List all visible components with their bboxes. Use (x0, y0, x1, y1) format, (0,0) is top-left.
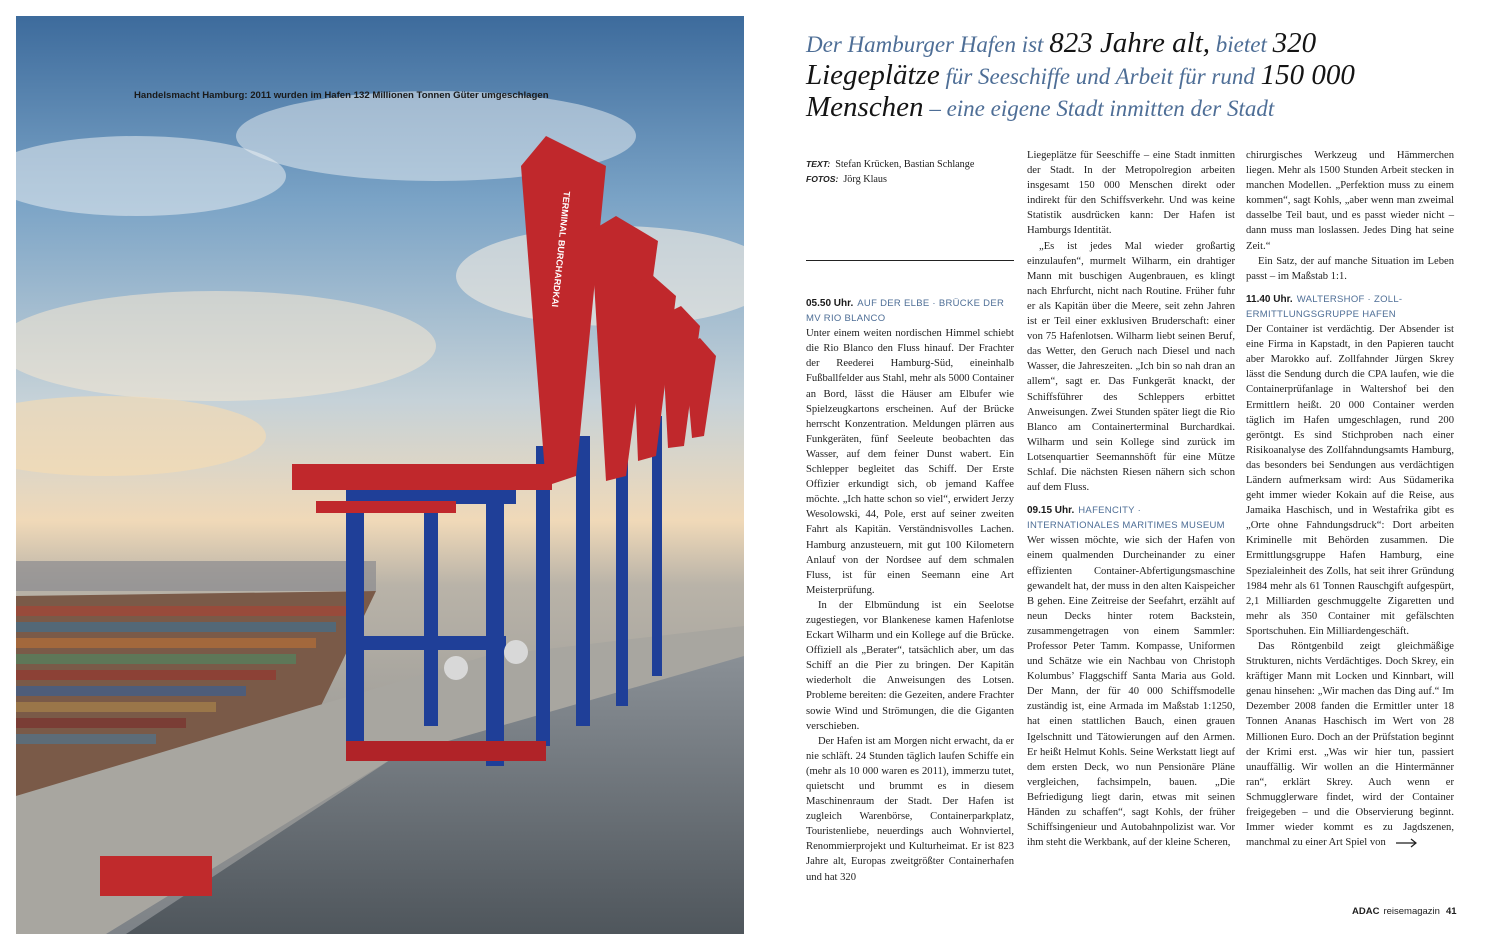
paragraph: Ein Satz, der auf manche Situation im Leben passt – im Maßstab 1:1. (1246, 255, 1454, 282)
section-location: AUF DER ELBE · BRÜCKE DER MV RIO BLANCO (806, 298, 1005, 325)
headline-part: Der Hamburger Hafen ist (806, 32, 1044, 57)
photo-caption: Handelsmacht Hamburg: 2011 wurden im Hafen 132 Millionen Tonnen Güter umgeschlagen (134, 90, 549, 101)
paragraph: chirurgisches Werkzeug und Hämmerchen liegen. Mehr als 1500 Stunden Arbeit stecken in manchen Modellen. „Perfektion muss zu einem kommen“, sagt Kohls, „aber wenn man zweimal dasselbe Teil baut, und es passt wieder nicht – dann muss man loslassen. Jedes Ding hat seine Zeit.“ (1246, 150, 1454, 252)
paragraph: „Es ist jedes Mal wieder großartig einzulaufen“, murmelt Wilharm, ein drahtiger Mann mit buschigen Augenbrauen, es klingt nach Ehrfurcht, nicht nach Routine. Früher fuhr er als Kapitän über die Meere, seit zehn Jahren ist er Teil einer exklusiven Bruderschaft: einer von 75 Hafenlotsen. Wilharm liebt seinen Beruf, das Wetter, den Geruch nach Diesel und nach Wasser, die Jahreszeiten. „Ich bin so nah dran an allem“, sagt er. Das Funkgerät knackt, der Schiffsführer des Schleppers erbittet Anweisungen. Zwei Stunden später liegt die Rio Blanco am Containerterminal Burchardkai. Wilharm und sein Kollege sind zurück im Lotsenquartier Seemannshöft für eine Mütze Schlaf. Die nächsten Riesen nähern sich schon auf dem Fluss. (1027, 240, 1235, 494)
section-heading (1027, 503, 1235, 533)
page-number: 41 (1445, 906, 1457, 917)
text-credit-label: TEXT: (806, 159, 831, 169)
section-time: 11.40 Uhr. (1246, 293, 1293, 305)
paragraph: Liegeplätze für Seeschiffe – eine Stadt inmitten der Stadt. In der Metropolregion arbeiten insgesamt 150 000 Menschen direkt oder indirekt für den Schiffsverkehr. Und was keine Statistik ausdrücken kann: Der Hafen ist Hamburgs Identität. (1027, 150, 1235, 237)
text-column-3 (1246, 148, 1454, 850)
photo-credit-label: FOTOS: (806, 174, 839, 184)
paragraph: Wer wissen möchte, wie sich der Hafen von einem qualmenden Durcheinander zu einer effizienten Container-Abfertigungsmaschine gewandelt hat, der muss in den alten Kaispeicher B gehen. Eine Zeitreise der Seefahrt, erzählt auf neun Decks hinter rotem Backstein, zusammengetragen von einem Sammler: Professor Peter Tamm. Kompasse, Uniformen und Schätze wie ein Nachbau von Christoph Kolumbus’ Flaggschiff Santa Maria aus Gold. Der Mann, der für 40 000 Schiffsmodelle zuständig ist, eine Armada im Maßstab 1:1250, hat einen stattlichen Bauch, einen grauen Igelschnitt und Tätowierungen auf den Armen. Er heißt Helmut Kohls. Seine Werkstatt liegt auf dem ersten Deck, wo nun Pensionäre Pläne vergleichen, fachsimpeln, bauen. „Die Befriedigung liegt darin, etwas mit seinen Händen zu schaffen“, sagt Kohls, der früher Schiffsingenieur und Autobahnpolizist war. Vor ihm steht die Werkbank, auf der kleine Scheren, (1027, 535, 1235, 849)
crane-label: TERMINAL BURCHARDKAI (549, 190, 572, 308)
headline-emphasis: 150 000 (1260, 59, 1355, 91)
headline (806, 28, 1446, 124)
text-column-2 (1027, 148, 1235, 850)
footer-magazine: reisemagazin (1383, 906, 1440, 917)
headline-emphasis: 823 Jahre alt, (1049, 27, 1211, 59)
credits (806, 157, 1016, 187)
crane-illustration (16, 16, 744, 934)
section-time: 05.50 Uhr. (806, 298, 854, 309)
section-location: HAFENCITY · INTERNATIONALES MARITIMES MUSEUM (1027, 505, 1225, 532)
continue-arrow-icon (1396, 838, 1418, 848)
paragraph: Der Container ist verdächtig. Der Absender ist eine Firma in Kapstadt, in den Papieren taucht aber Marokko auf. Zollfahnder Jürgen Skrey lässt die Sendung durch die CPA laufen, wie die Containerprüfanlage in Waltershof bei den Ermittlern heißt. 20 000 Container werden täglich im Hafen umgeschlagen, rund 200 geröntgt. Es sind Stichproben nach einer Risikoanalyse des Zollfahndungsamts Hamburg, das besonders bei Sendungen aus verdächtigen Ländern aufmerksam wird: Aus Südamerika geht immer wieder Kokain auf die Reise, aus Jamaika Haschisch, und in Westafrika gibt es „Orte ohne Fahndungsdruck“: Dort arbeiten Kriminelle mit Behörden zusammen. Die Ermittlungsgruppe Hafen Hamburg, eine Spezialeinheit des Zolls, hat seit ihrer Gründung 1984 mehr als 61 Tonnen Rauschgift aufgespürt, 2,1 Milliarden geschmuggelte Zigaretten und mehr als 350 Container mit gefälschten Sportschuhen. Ein Milliardengeschäft. (1246, 324, 1454, 637)
harbor-photo (16, 16, 744, 934)
text-column-1 (806, 296, 1014, 885)
headline-part: bietet (1215, 32, 1267, 57)
page-footer (1352, 906, 1457, 917)
headline-emphasis: Liegeplätze (806, 59, 940, 91)
paragraph: Das Röntgenbild zeigt gleichmäßige Strukturen, nichts Verdächtiges. Doch Skrey, ein kräftiger Mann mit Locken und Kinnbart, will genau hinsehen: „Wir machen das Ding auf.“ Im Dezember 2008 fanden die Ermittler unter 18 Tonnen Ananas Haschisch im Wert von 28 Millionen Euro. Doch an der Prüfstation beginnt der Krimi erst. „Was wir hier tun, passiert unauffällig. Wir wollen an die Hintermänner ran“, erklärt Skrey. Auch wenn er Schmugglerware findet, wird der Container freigegeben – und die Observierung beginnt. Immer wieder kommt es zu Jagdszenen, manchmal zu einer Art Spiel von (1246, 641, 1454, 849)
section-location: WALTERSHOF · ZOLL-ERMITTLUNGSGRUPPE HAFEN (1246, 293, 1403, 320)
headline-part: – eine eigene Stadt inmitten der Stadt (929, 96, 1275, 121)
section-heading (806, 296, 1014, 326)
straddle-carrier (100, 856, 212, 896)
footer-brand: ADAC (1352, 906, 1380, 917)
paragraph: Der Hafen ist am Morgen nicht erwacht, da er nie schläft. 24 Stunden täglich laufen Schiffe ein (mehr als 10 000 waren es 2011), immerzu tutet, quietscht und brummt es in diesem Maschinenraum der Stadt. Der Hafen ist zugleich Warenbörse, Containerparkplatz, Touristenliebe, neuerdings auch Wohnviertel, Renommierprojekt und Kulturheimat. Er ist 823 Jahre alt, Europas zweitgrößter Containerhafen und hat 320 (806, 735, 1014, 883)
paragraph: In der Elbmündung ist ein Seelotse zugestiegen, vor Blankenese kamen Hafenlotse Eckart Wilharm und ein Kollege auf die Brücke. Offiziell als „Berater“, tatsächlich aber, um das Schiff an die Pier zu bringen. Der Kapitän wiederholt die Anweisungen des Lotsen. Probleme bereiten: die Gezeiten, andere Frachter sowie Wind und Strömungen, die die Giganten verschieben. (806, 599, 1014, 732)
section-time: 09.15 Uhr. (1027, 505, 1075, 517)
text-credit: Stefan Krücken, Bastian Schlange (835, 159, 975, 170)
divider-rule (806, 260, 1014, 261)
headline-emphasis: 320 (1272, 27, 1317, 59)
photo-credit: Jörg Klaus (843, 174, 887, 185)
headline-emphasis: Menschen (806, 91, 924, 123)
paragraph: Unter einem weiten nordischen Himmel schiebt die Rio Blanco den Fluss hinauf. Der Frachter der Reederei Hamburg-Süd, eineinhalb Fußballfelder aus Stahl, mehr als 5000 Container an Bord, lässt die Häuser am Elbufer wie Spielzeugkartons erscheinen. Auf der Brücke herrscht Konzentration. Meldungen plärren aus Funkgeräten, fünf Seeleute beobachten das Wasser, auf dem feiner Dunst wabert. Ein Schlepper begleitet das Schiff. Der Erste Offizier erkundigt sich, ob jemand Kaffee möchte. „Ich hatte schon so viel“, erwidert Jerzy Wesolowski, 44, Pole, erst auf seiner zweiten Fahrt als Kapitän. Verständnisvolles Lachen. Hamburg anzusteuern, mit gut 100 Kilometern Anlauf von der Nordsee auf dem schmalen Fluss, ist für einen Seemann eine Art Meisterprüfung. (806, 328, 1015, 596)
section-heading (1246, 292, 1454, 322)
headline-part: für Seeschiffe und Arbeit für rund (945, 64, 1255, 89)
